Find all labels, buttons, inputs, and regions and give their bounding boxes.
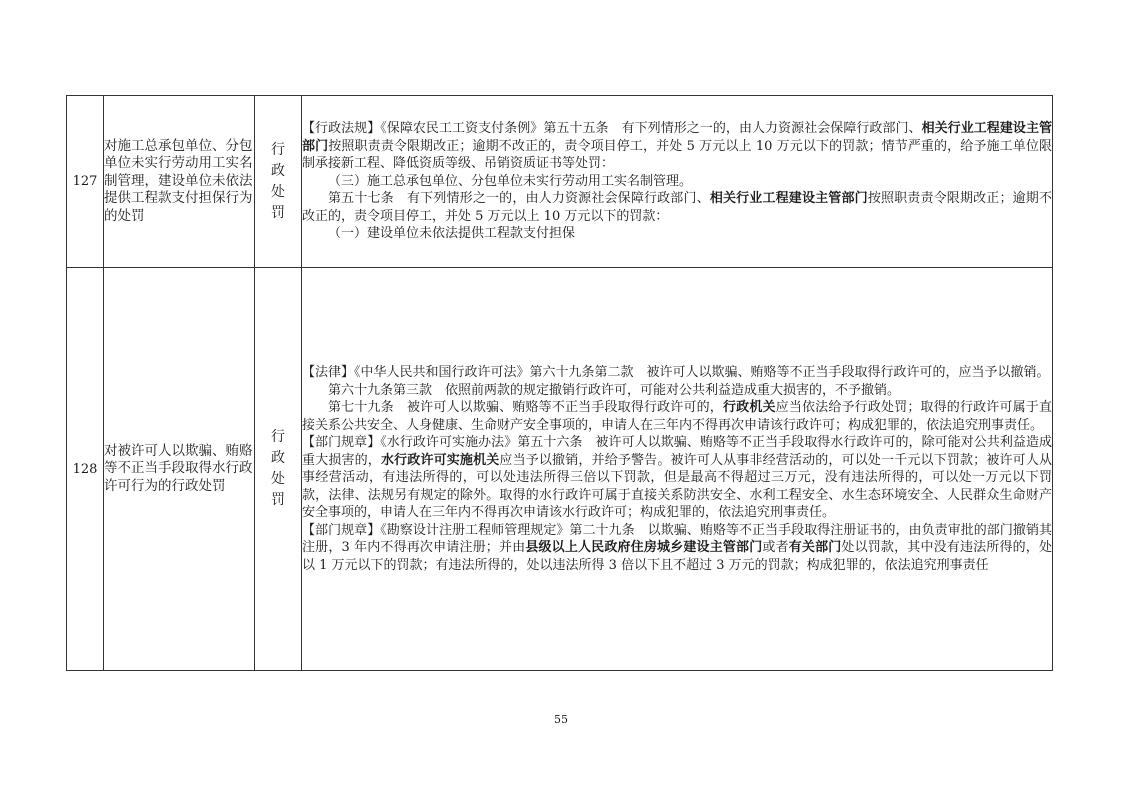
- legal-basis-paragraph: [302, 225, 1052, 243]
- legal-basis-paragraph: [302, 190, 1052, 225]
- penalty-item: 对被许可人以欺骗、贿赂等不正当手段取得水行政许可行为的行政处罚: [104, 268, 255, 671]
- legal-text: 第七十九条 被许可人以欺骗、贿赂等不正当手段取得行政许可的，: [328, 400, 723, 415]
- legal-text: 【行政法规】《保障农民工工资支付条例》第五十五条 有下列情形之一的，由人力资源社会保障行政部门、: [302, 121, 922, 137]
- legal-text: 应当依法给予行政处罚；取得的行政许可属于直接关系公共安全、人身健康、生命财产安全事项的，申请人在三年内不得再次申请该行政许可；构成犯罪的，依法追究刑事责任。: [302, 400, 1052, 433]
- legal-text: （三）施工总承包单位、分包单位未实行劳动用工实名制管理。: [328, 173, 693, 189]
- penalty-type: [255, 96, 302, 268]
- legal-basis-paragraph: [302, 399, 1052, 434]
- legal-text: 按照职责责令限期改正；逾期不改正的，责令项目停工，并处 5 万元以上 10 万元以下的罚款；情节严重的，给予施工单位限制承接新工程、降低资质等级、吊销资质证书等处罚：: [302, 138, 1052, 172]
- highlighted-authority: 县级以上人民政府住房城乡建设主管部门: [525, 540, 763, 555]
- legal-text: 按照职责责令限期改正；逾期不改正的，责令项目停工，并处 5 万元以上 10 万元以下的罚款：: [302, 191, 1052, 224]
- legal-basis-paragraph: [302, 120, 1052, 173]
- legal-text: 【部门规章】《勘察设计注册工程师管理规定》第二十九条 以欺骗、贿赂等不正当手段取得注册证书的，由负责审批的部门撤销其注册，3 年内不得再次申请注册；并由: [302, 522, 1052, 555]
- highlighted-authority: 相关行业工程建设主管部门: [302, 121, 1052, 154]
- penalty-type-char: 罚: [271, 204, 285, 221]
- highlighted-authority: 有关部门: [788, 540, 842, 555]
- page-number: 55: [554, 713, 568, 726]
- penalty-type-char: 行: [271, 429, 285, 445]
- regulation-table: [66, 95, 1053, 671]
- penalty-type-char: 政: [271, 162, 285, 179]
- legal-text: 【法律】《中华人民共和国行政许可法》第六十九条第二款 被许可人以欺骗、贿赂等不正当手段取得行政许可的，应当予以撤销。: [302, 365, 1050, 380]
- row-number: 127: [67, 96, 104, 268]
- legal-basis-paragraph: [302, 364, 1052, 382]
- table-row: [67, 96, 1053, 268]
- penalty-type-char: 行: [271, 141, 285, 158]
- table-row: [67, 268, 1053, 671]
- legal-text: （一）建设单位未依法提供工程款支付担保: [328, 226, 576, 242]
- legal-text: 【部门规章】《水行政许可实施办法》第五十六条 被许可人以欺骗、贿赂等不正当手段取得水行政许可的，除可能对公共利益造成重大损害的，: [302, 435, 1052, 468]
- row-number: 128: [67, 268, 104, 671]
- penalty-type-char: 处: [271, 471, 285, 487]
- highlighted-authority: 相关行业工程建设主管部门: [709, 191, 868, 207]
- legal-text: 处以罚款，其中没有违法所得的，处以 1 万元以下的罚款；有违法所得的，处以违法所得 3 倍以下且不超过 3 万元的罚款；构成犯罪的，依法追究刑事责任: [302, 540, 1052, 573]
- penalty-type-char: 政: [271, 450, 285, 466]
- highlighted-authority: 水行政许可实施机关: [380, 452, 500, 468]
- legal-text: 第六十九条第三款 依照前两款的规定撤销行政许可，可能对公共利益造成重大损害的，不予撤销。: [328, 382, 901, 398]
- highlighted-authority: 行政机关: [722, 400, 776, 415]
- penalty-item: 对施工总承包单位、分包单位未实行劳动用工实名制管理，建设单位未依法提供工程款支付担保行为的处罚: [104, 96, 255, 268]
- legal-basis-paragraph: [302, 382, 1052, 400]
- penalty-type-char: 处: [271, 183, 285, 200]
- legal-text: 或者: [762, 540, 789, 555]
- legal-basis-paragraph: [302, 434, 1052, 522]
- legal-basis: [302, 268, 1053, 671]
- legal-text: 应当予以撤销，并给予警告。被许可人从事非经营活动的，可以处一千元以下罚款；被许可人从事经营活动，有违法所得的，可以处违法所得三倍以下罚款，但是最高不得超过三万元，没有违法所得的，可以处一万元以下罚款，法律、法规另有规定的除外。取得的水行政许可属于直接关系防洪安全、水利工程安全、水生态环境安全、人民群众生命财产安全事项的，申请人在三年内不得再次申请该水行政许可；构成犯罪的，依法追究刑事责任。: [302, 452, 1052, 520]
- penalty-type: [255, 268, 302, 671]
- legal-text: 第五十七条 有下列情形之一的，由人力资源社会保障行政部门、: [328, 191, 710, 207]
- legal-basis: [302, 96, 1053, 268]
- penalty-type-char: 罚: [271, 492, 285, 508]
- legal-basis-paragraph: [302, 173, 1052, 191]
- legal-basis-paragraph: [302, 522, 1052, 575]
